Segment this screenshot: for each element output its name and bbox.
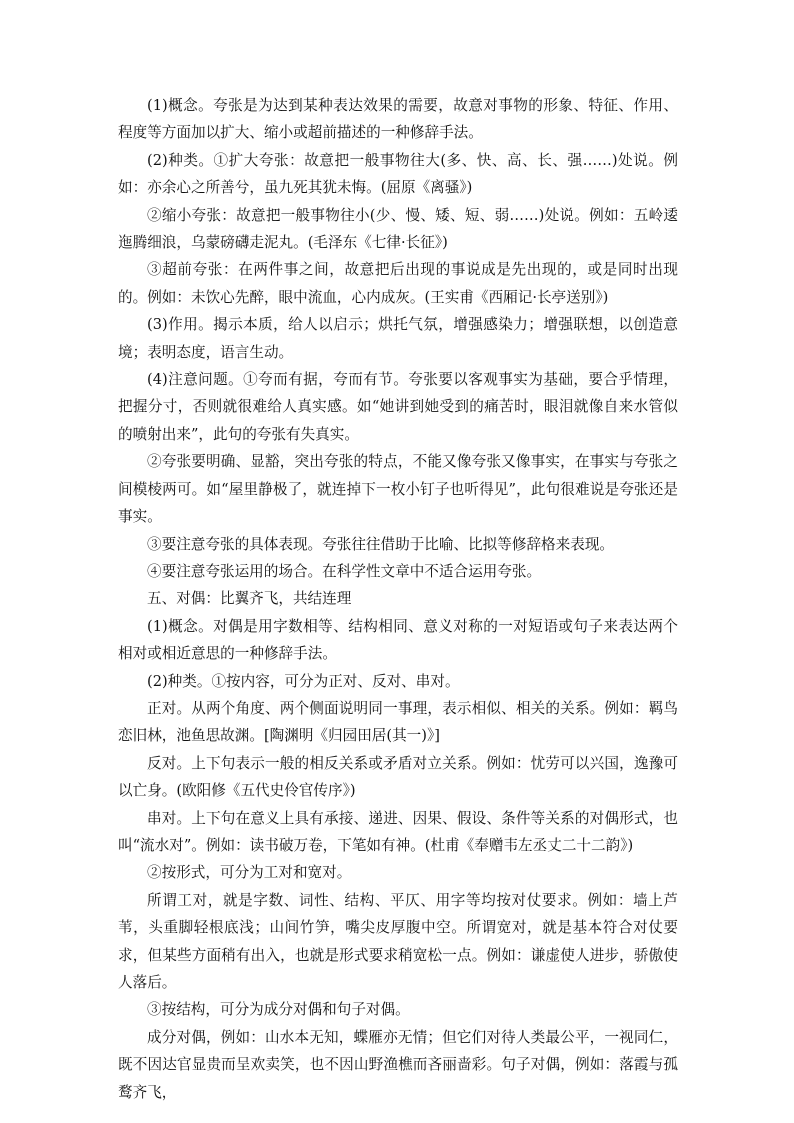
paragraph-antithesis-chain: 串对。上下句在意义上具有承接、递进、因果、假设、条件等关系的对偶形式，也叫“流水对”。例如：读书破万卷，下笔如有神。(杜甫《奉赠韦左丞丈二十二韵》)	[118, 809, 678, 854]
paragraph-exaggeration-notes-4: ④要注意夸张运用的场合。在科学性文章中不适合运用夸张。	[147, 562, 542, 580]
paragraph-exaggeration-reduce: ②缩小夸张：故意把一般事物往小(少、慢、矮、短、弱……)处说。例如：五岭逶迤腾细浪，乌蒙磅礴走泥丸。(毛泽东《七律·长征》)	[118, 206, 678, 252]
paragraph-antithesis-opposite: 反对。上下句表示一般的相反关系或矛盾对立关系。例如：忧劳可以兴国，逸豫可以亡身。(欧阳修《五代史伶官传序》)	[118, 754, 678, 800]
section-heading-antithesis: 五、对偶：比翼齐飞，共结连理	[147, 590, 352, 608]
paragraph-antithesis-types: (2)种类。①按内容，可分为正对、反对、串对。	[147, 672, 460, 690]
paragraph-antithesis-by-structure: ③按结构，可分为成分对偶和句子对偶。	[147, 1001, 410, 1019]
paragraph-antithesis-component: 成分对偶，例如：山水本无知，蝶雁亦无情；但它们对待人类最公平，一视同仁，既不因达官显贵而呈欢卖笑，也不因山野渔樵而吝丽啬彩。句子对偶，例如：落霞与孤鹜齐飞，	[118, 1028, 678, 1101]
paragraph-exaggeration-advance: ③超前夸张：在两件事之间，故意把后出现的事说成是先出现的，或是同时出现的。例如：未饮心先醉，眼中流血，心内成灰。(王实甫《西厢记·长亭送别》)	[118, 261, 678, 306]
paragraph-exaggeration-notes-3: ③要注意夸张的具体表现。夸张往往借助于比喻、比拟等修辞格来表现。	[147, 535, 615, 553]
document-body	[118, 92, 678, 1106]
paragraph-antithesis-positive: 正对。从两个角度、两个侧面说明同一事理，表示相似、相关的关系。例如：羁鸟恋旧林，池鱼思故渊。[陶渊明《归园田居(其一)》]	[118, 699, 678, 745]
paragraph-exaggeration-function: (3)作用。揭示本质，给人以启示；烘托气氛，增强感染力；增强联想，以创造意境；表明态度，语言生动。	[118, 316, 678, 361]
paragraph-antithesis-strict-loose: 所谓工对，就是字数、词性、结构、平仄、用字等均按对仗要求。例如：墙上芦苇，头重脚轻根底浅；山间竹笋，嘴尖皮厚腹中空。所谓宽对，就是基本符合对仗要求，但某些方面稍有出入，也就是形式要求稍宽松一点。例如：谦虚使人进步，骄傲使人落后。	[118, 891, 678, 991]
paragraph-exaggeration-notes-2: ②夸张要明确、显豁，突出夸张的特点，不能又像夸张又像事实，在事实与夸张之间模棱两可。如“屋里静极了，就连掉下一枚小钉子也听得见”，此句很难说是夸张还是事实。	[118, 453, 678, 526]
paragraph-exaggeration-types-enlarge: (2)种类。①扩大夸张：故意把一般事物往大(多、快、高、长、强……)处说。例如：亦余心之所善兮，虽九死其犹未悔。(屈原《离骚》)	[118, 151, 678, 197]
paragraph-antithesis-concept: (1)概念。对偶是用字数相等、结构相同、意义对称的一对短语或句子来表达两个相对或相近意思的一种修辞手法。	[118, 617, 678, 663]
paragraph-exaggeration-notes-1: (4)注意问题。①夸而有据，夸而有节。夸张要以客观事实为基础，要合乎情理，把握分寸，否则就很难给人真实感。如“她讲到她受到的痛苦时，眼泪就像自来水管似的喷射出来”，此句的夸张有失真实。	[118, 371, 678, 443]
paragraph-antithesis-by-form: ②按形式，可分为工对和宽对。	[147, 864, 352, 882]
paragraph-exaggeration-concept: (1)概念。夸张是为达到某种表达效果的需要，故意对事物的形象、特征、作用、程度等方面加以扩大、缩小或超前描述的一种修辞手法。	[118, 97, 678, 142]
